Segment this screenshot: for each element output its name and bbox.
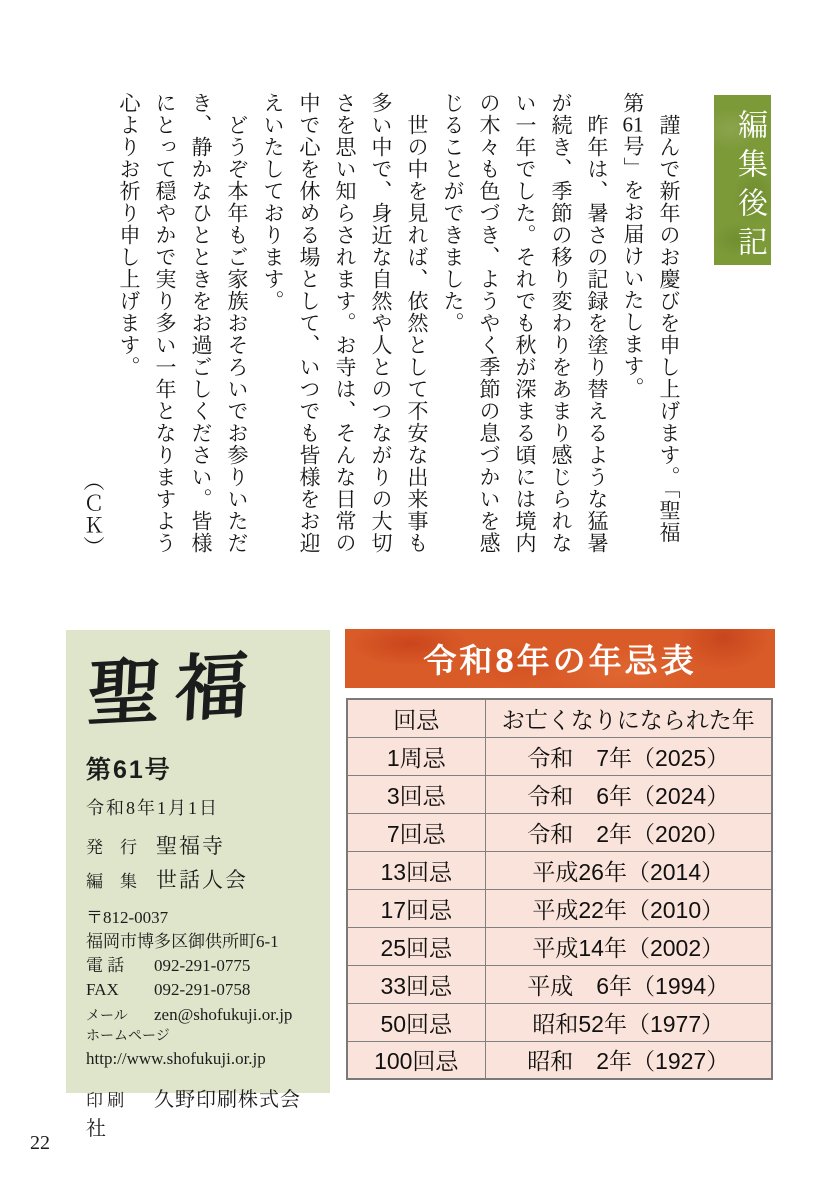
mail-label: メール <box>86 1008 128 1024</box>
editorial-column: の木々も色づき、ようやく季節の息づかいを感 <box>477 92 501 554</box>
editor-label: 編 集 <box>86 872 137 891</box>
editorial-column: （ＣＫ） <box>81 470 105 558</box>
cell-year: 令和 2年（2020） <box>485 813 772 851</box>
cell-year: 平成26年（2014） <box>485 851 772 889</box>
editorial-column: 第61号」をお届けいたします。 <box>621 92 645 399</box>
fax-number: 092-291-0758 <box>154 980 251 1000</box>
cell-year: 平成 6年（1994） <box>485 965 772 1003</box>
publisher-label: 発 行 <box>86 838 137 857</box>
page-number: 22 <box>30 1132 50 1154</box>
editorial-text <box>75 92 687 558</box>
cell-year: 平成14年（2002） <box>485 927 772 965</box>
cell-year: 令和 6年（2024） <box>485 775 772 813</box>
cell-kaiki: 1周忌 <box>347 737 485 775</box>
editorial-column: どうぞ本年もご家族おそろいでお参りいただ <box>225 92 249 554</box>
cell-kaiki: 3回忌 <box>347 775 485 813</box>
editorial-column: き、静かなひとときをお過ごしください。皆様 <box>189 92 213 554</box>
printer-label: 印 刷 <box>86 1090 125 1110</box>
table-row <box>347 1003 772 1041</box>
cell-kaiki: 17回忌 <box>347 889 485 927</box>
table-row <box>347 889 772 927</box>
header-year-of-death: お亡くなりになられた年 <box>485 699 772 737</box>
editorial-column: じることができました。 <box>441 92 465 334</box>
table-row <box>347 851 772 889</box>
cell-year: 令和 7年（2025） <box>485 737 772 775</box>
cell-kaiki: 33回忌 <box>347 965 485 1003</box>
editor-line <box>86 864 310 894</box>
printer-line <box>86 1083 310 1141</box>
contact-block <box>86 906 310 1071</box>
table-row <box>347 927 772 965</box>
cell-kaiki: 13回忌 <box>347 851 485 889</box>
shofuku-calligraphy: 聖福 <box>85 645 266 736</box>
cell-kaiki: 50回忌 <box>347 1003 485 1041</box>
mail-line <box>86 1003 310 1027</box>
mail-address: zen@shofukuji.or.jp <box>154 1004 293 1024</box>
cell-year: 昭和 2年（1927） <box>485 1041 772 1079</box>
editorial-column: が続き、季節の移り変わりをあまり感じられな <box>549 92 573 554</box>
table-row <box>347 965 772 1003</box>
table-row <box>347 813 772 851</box>
editorial-column: 謹んで新年のお慶びを申し上げます。「聖福 <box>657 92 681 544</box>
editorial-column: 多い中で、身近な自然や人とのつながりの大切 <box>369 92 393 554</box>
editorial-column: えいたしております。 <box>261 92 285 312</box>
publisher-name: 聖福寺 <box>156 834 225 858</box>
issue-number: 第61号 <box>86 756 172 784</box>
memorial-table <box>346 698 773 1080</box>
printer-name: 久野印刷株式会社 <box>86 1088 301 1140</box>
tel-line <box>86 954 310 978</box>
cell-kaiki: 25回忌 <box>347 927 485 965</box>
editorial-column: にとって穏やかで実り多い一年となりますよう <box>153 92 177 554</box>
cell-year: 平成22年（2010） <box>485 889 772 927</box>
cell-kaiki: 100回忌 <box>347 1041 485 1079</box>
editorial-column: 中で心を休める場として、いつでも皆様をお迎 <box>297 92 321 554</box>
publisher-line <box>86 830 310 860</box>
publication-box <box>66 630 330 1140</box>
table-row <box>347 1041 772 1079</box>
memorial-table-title: 令和8年の年忌表 <box>345 629 775 688</box>
editorial-column: さを思い知らされます。お寺は、そんな日常の <box>333 92 357 554</box>
editorial-column: 昨年は、暑さの記録を塗り替えるような猛暑 <box>585 92 609 554</box>
editorial-column: 心よりお祈り申し上げます。 <box>117 92 141 378</box>
table-row <box>347 775 772 813</box>
homepage-label: ホームページ <box>86 1028 170 1044</box>
issue-date: 令和8年1月1日 <box>86 798 219 818</box>
cell-kaiki: 7回忌 <box>347 813 485 851</box>
fax-line <box>86 978 310 1002</box>
editorial-column: い一年でした。それでも秋が深まる頃には境内 <box>513 92 537 554</box>
editorial-label-badge: 編集後記 <box>714 95 771 265</box>
postal-code: 〒812-0037 <box>86 908 169 927</box>
tel-number: 092-291-0775 <box>154 956 251 976</box>
table-row <box>347 737 772 775</box>
cell-year: 昭和52年（1977） <box>485 1003 772 1041</box>
header-kaiki: 回忌 <box>347 699 485 737</box>
fax-label: FAX <box>86 980 119 1000</box>
tel-label: 電 話 <box>86 956 125 976</box>
editor-name: 世話人会 <box>156 868 248 892</box>
editorial-column: 世の中を見れば、依然として不安な出来事も <box>405 92 429 554</box>
homepage-url: http://www.shofukuji.or.jp <box>86 1048 266 1068</box>
address: 福岡市博多区御供所町6-1 <box>86 932 279 952</box>
table-header-row <box>347 699 772 737</box>
